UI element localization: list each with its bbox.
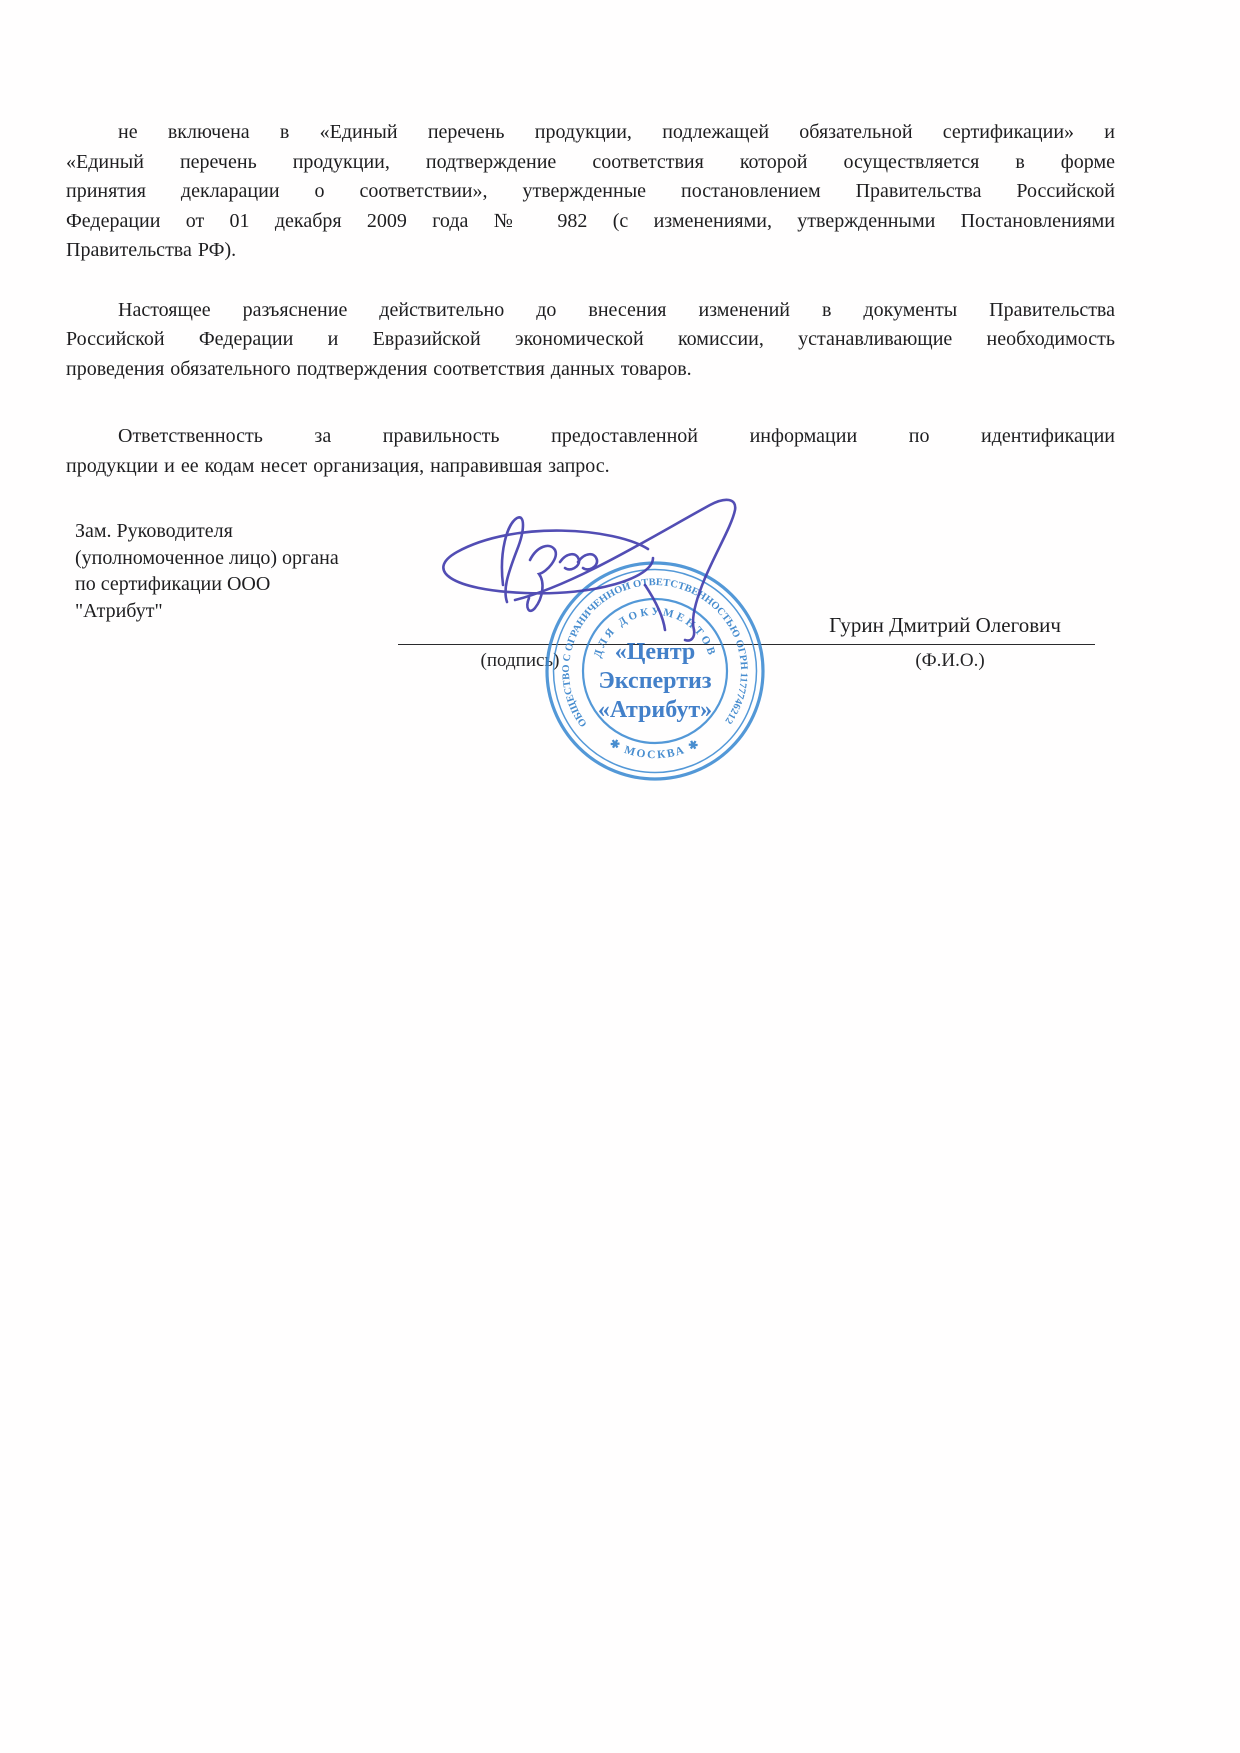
stamp-bottom-text: ✱ МОСКВА ✱ — [607, 737, 703, 762]
stamp-center-line-2: Экспертиз — [598, 668, 712, 694]
paragraph-line: Федерации от 01 декабря 2009 года № 982 (с изменениями, утвержденными Постановлениями — [66, 209, 1115, 232]
body-paragraph-2 — [66, 296, 1115, 385]
signer-title-line: по сертификации ООО — [75, 573, 271, 595]
signer-title-line: "Атрибут" — [75, 599, 163, 622]
paragraph-line: принятия декларации о соответствии», утвержденные постановлением Правительства Российской — [66, 180, 1115, 202]
stamp-center-line-3: «Атрибут» — [597, 697, 713, 723]
signer-name: Гурин Дмитрий Олегович — [829, 613, 1061, 637]
signer-title-block — [75, 518, 435, 624]
paragraph-line: Настоящее разъяснение действительно до внесения изменений в документы Правительства — [118, 298, 1115, 321]
signature-ink-graphic — [395, 490, 745, 650]
signer-title-line: (уполномоченное лицо) органа — [75, 546, 339, 569]
paragraph-line: проведения обязательного подтверждения соответствия данных товаров. — [66, 357, 692, 380]
body-paragraph-3 — [66, 422, 1115, 481]
paragraph-line: не включена в «Единый перечень продукции, подлежащей обязательной сертификации» и — [118, 121, 1115, 143]
paragraph-line: Правительства РФ). — [66, 239, 237, 261]
body-paragraph-1 — [66, 118, 1115, 266]
paragraph-line: Ответственность за правильность предоставленной информации по идентификации — [118, 425, 1115, 447]
handwritten-signature — [395, 490, 745, 650]
stamp-ring-text: ОБЩЕСТВО С ОГРАНИЧЕННОЙ ОТВЕТСТВЕННОСТЬЮ ОГРН 1177746212 — [560, 577, 750, 729]
stamp-inner-arc-text: ДЛЯ ДОКУМЕНТОВ — [591, 605, 719, 660]
signature-caption: (подпись) — [480, 650, 560, 671]
stamp-center-line-1: «Центр — [614, 639, 696, 665]
name-caption: (Ф.И.О.) — [915, 650, 985, 671]
signer-title-line: Зам. Руководителя — [75, 520, 233, 542]
paragraph-line: «Единый перечень продукции, подтверждение соответствия которой осуществляется в форме — [66, 150, 1115, 173]
paragraph-line: Российской Федерации и Евразийской экономической комиссии, устанавливающие необходимость — [66, 328, 1115, 350]
paragraph-line: продукции и ее кодам несет организация, направившая запрос. — [66, 454, 610, 477]
